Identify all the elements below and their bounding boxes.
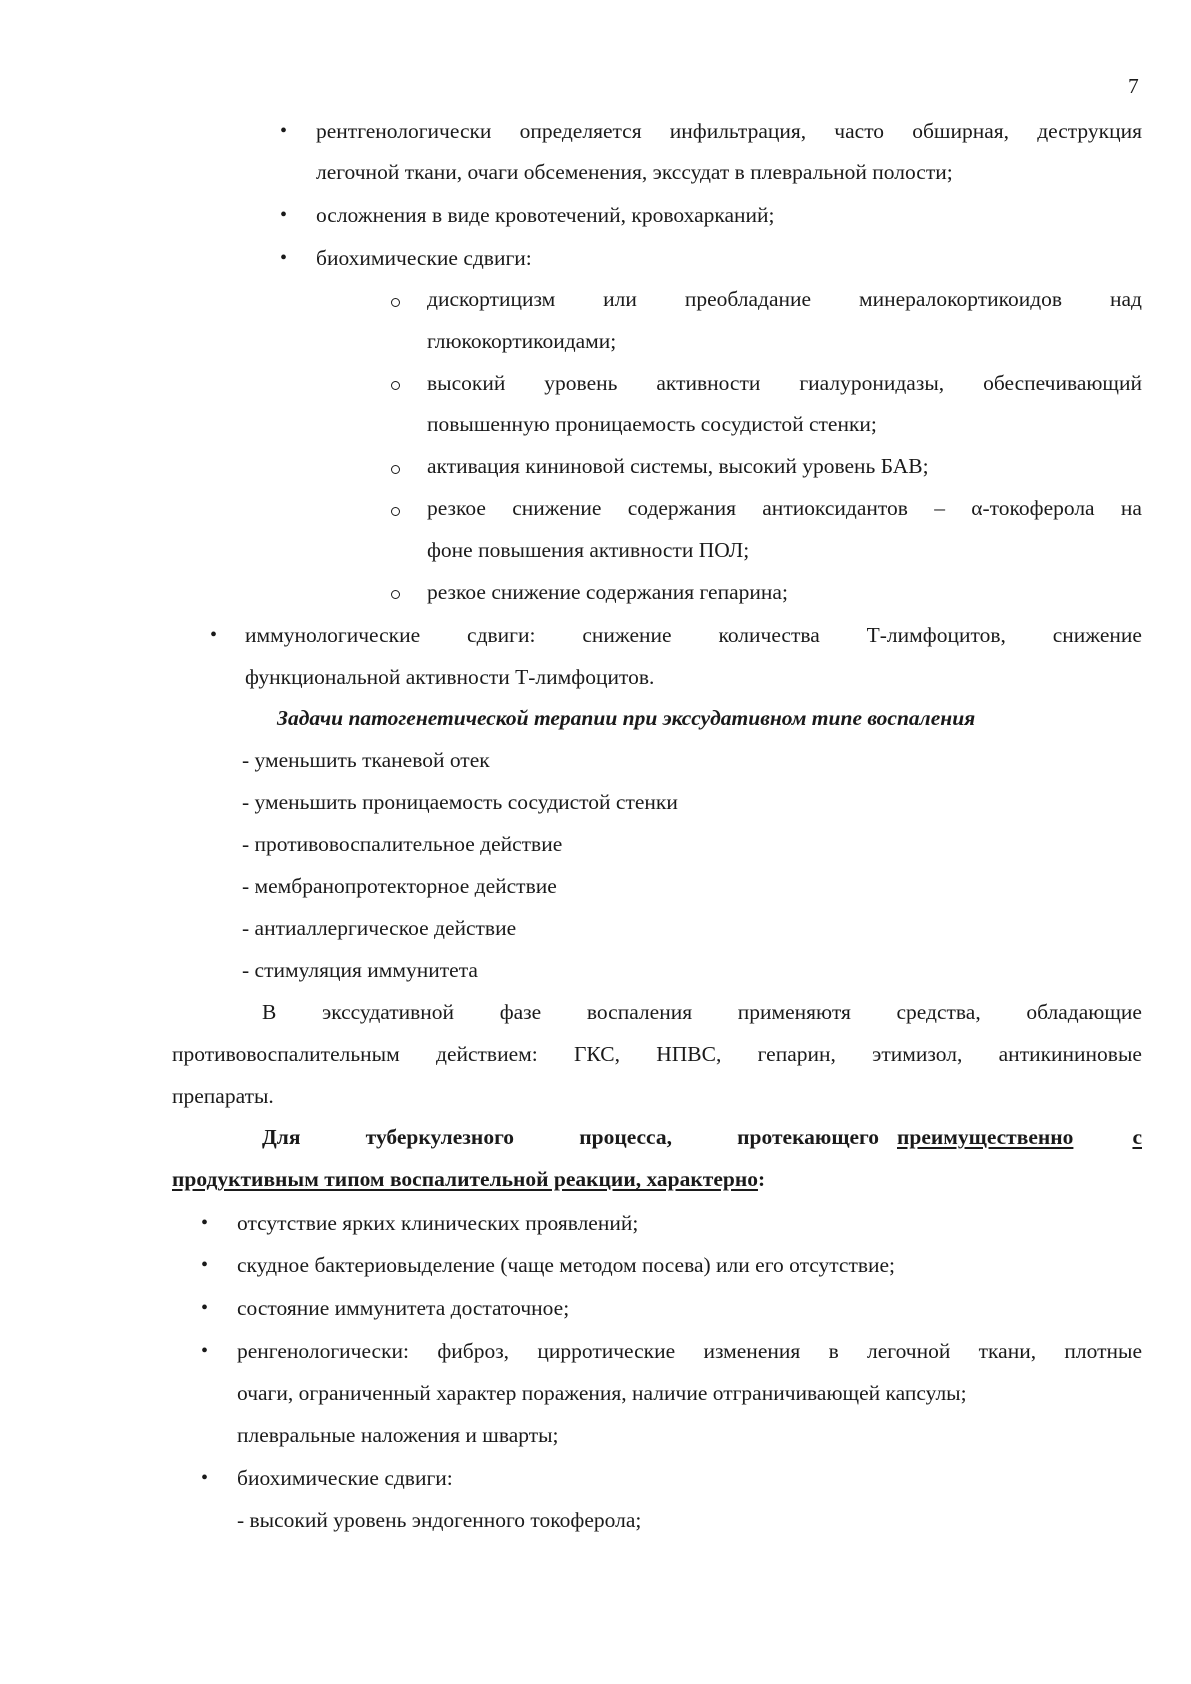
word: содержания bbox=[627, 496, 736, 520]
word: В bbox=[262, 1000, 277, 1024]
word: преобладание bbox=[684, 287, 812, 311]
word: изменения bbox=[703, 1339, 801, 1363]
word: этимизол, bbox=[872, 1042, 963, 1066]
word: туберкулезного bbox=[365, 1125, 515, 1149]
sublist-item2-line2: повышенную проницаемость сосудистой стенки; bbox=[427, 412, 877, 436]
word: ГКС, bbox=[574, 1042, 620, 1066]
bullet-icon: • bbox=[280, 120, 288, 142]
list1-item2: осложнения в виде кровотечений, кровохарканий; bbox=[316, 203, 775, 227]
word: дискортицизм bbox=[427, 287, 556, 311]
circle-bullet-icon bbox=[391, 507, 400, 516]
task-item: - стимуляция иммунитета bbox=[242, 958, 478, 982]
word: ренгенологически: bbox=[237, 1339, 410, 1363]
word: легочной bbox=[867, 1339, 951, 1363]
list2-item4-line2: очаги, ограниченный характер поражения, наличие отграничивающей капсулы; bbox=[237, 1381, 967, 1405]
word: плотные bbox=[1064, 1339, 1142, 1363]
word: средства, bbox=[896, 1000, 981, 1024]
word: – bbox=[934, 496, 945, 520]
task-item: - противовоспалительное действие bbox=[242, 832, 563, 856]
bullet-icon: • bbox=[280, 247, 288, 269]
word: деструкция bbox=[1037, 119, 1142, 143]
word: процесса, bbox=[579, 1125, 672, 1149]
word: часто bbox=[834, 119, 885, 143]
sublist-item2-line1 bbox=[427, 368, 1142, 398]
word: НПВС, bbox=[656, 1042, 722, 1066]
word: антикининовые bbox=[998, 1042, 1142, 1066]
sublist-item5: резкое снижение содержания гепарина; bbox=[427, 580, 788, 604]
circle-bullet-icon bbox=[391, 590, 400, 599]
word: на bbox=[1120, 496, 1142, 520]
word: с bbox=[1132, 1125, 1142, 1149]
list2-item5-sub: - высокий уровень эндогенного токоферола; bbox=[237, 1508, 642, 1532]
word: ткани, bbox=[978, 1339, 1037, 1363]
list1-item1-line2: легочной ткани, очаги обсеменения, экссудат в плевральной полости; bbox=[316, 160, 953, 184]
bullet-icon: • bbox=[201, 1467, 209, 1489]
word: обширная, bbox=[912, 119, 1010, 143]
word: высокий bbox=[427, 371, 506, 395]
word: экссудативной bbox=[321, 1000, 455, 1024]
bullet-icon: • bbox=[201, 1340, 209, 1362]
word: количества bbox=[718, 623, 820, 647]
productive-heading-line1-underlined bbox=[897, 1122, 1142, 1152]
word: снижение bbox=[1052, 623, 1142, 647]
word: или bbox=[603, 287, 637, 311]
list1-item3: биохимические сдвиги: bbox=[316, 246, 532, 270]
word: Для bbox=[262, 1125, 301, 1149]
sublist-item3: активация кининовой системы, высокий уровень БАВ; bbox=[427, 454, 929, 478]
list1-item1-line1 bbox=[316, 116, 1142, 146]
word: воспаления bbox=[586, 1000, 693, 1024]
sublist-item1-line1 bbox=[427, 284, 1142, 314]
word: иммунологические bbox=[245, 623, 421, 647]
productive-heading-line2-underlined: продуктивным типом воспалительной реакции, характерно bbox=[172, 1167, 758, 1191]
list2-item5: биохимические сдвиги: bbox=[237, 1466, 453, 1490]
exud-para-line2 bbox=[172, 1039, 1142, 1069]
task-item: - мембранопротекторное действие bbox=[242, 874, 557, 898]
bullet-icon: • bbox=[210, 624, 218, 646]
word: в bbox=[828, 1339, 839, 1363]
word: протекающего bbox=[737, 1125, 879, 1149]
word: α-токоферола bbox=[971, 496, 1095, 520]
word: действием: bbox=[436, 1042, 538, 1066]
sublist-item4-line2: фоне повышения активности ПОЛ; bbox=[427, 538, 750, 562]
page-number: 7 bbox=[1128, 74, 1139, 98]
word: применяютя bbox=[737, 1000, 851, 1024]
word: обладающие bbox=[1026, 1000, 1142, 1024]
sublist-item4-line1 bbox=[427, 493, 1142, 523]
word: сдвиги: bbox=[467, 623, 536, 647]
bullet-icon: • bbox=[280, 204, 288, 226]
task-item: - антиаллергическое действие bbox=[242, 916, 517, 940]
word: снижение bbox=[582, 623, 672, 647]
word: рентгенологически bbox=[316, 119, 492, 143]
list2-item4-line1 bbox=[237, 1336, 1142, 1366]
productive-heading-line1 bbox=[262, 1122, 879, 1152]
word: преимущественно bbox=[897, 1125, 1074, 1149]
sublist-item1-line2: глюкокортикоидами; bbox=[427, 329, 617, 353]
productive-heading-colon: : bbox=[757, 1167, 766, 1191]
task-item: - уменьшить проницаемость сосудистой стенки bbox=[242, 790, 678, 814]
word: противовоспалительным bbox=[172, 1042, 400, 1066]
bullet-icon: • bbox=[201, 1212, 209, 1234]
word: гиалуронидазы, bbox=[799, 371, 945, 395]
word: активности bbox=[656, 371, 761, 395]
word: резкое bbox=[427, 496, 486, 520]
circle-bullet-icon bbox=[391, 381, 400, 390]
word: над bbox=[1109, 287, 1142, 311]
word: инфильтрация, bbox=[669, 119, 807, 143]
immuno-line1 bbox=[245, 620, 1142, 650]
word: фиброз, bbox=[437, 1339, 510, 1363]
word: уровень bbox=[544, 371, 618, 395]
bullet-icon: • bbox=[201, 1254, 209, 1276]
task-item: - уменьшить тканевой отек bbox=[242, 748, 490, 772]
tasks-heading: Задачи патогенетической терапии при экссудативном типе воспаления bbox=[277, 706, 976, 730]
word: обеспечивающий bbox=[983, 371, 1142, 395]
circle-bullet-icon bbox=[391, 465, 400, 474]
bullet-icon: • bbox=[201, 1297, 209, 1319]
list2-item2: скудное бактериовыделение (чаще методом посева) или его отсутствие; bbox=[237, 1253, 896, 1277]
word: снижение bbox=[512, 496, 602, 520]
circle-bullet-icon bbox=[391, 298, 400, 307]
word: антиоксидантов bbox=[762, 496, 908, 520]
productive-heading-line2 bbox=[172, 1164, 765, 1194]
exud-para-line1 bbox=[262, 997, 1142, 1027]
word: определяется bbox=[519, 119, 642, 143]
word: минералокортикоидов bbox=[859, 287, 1063, 311]
list2-item1: отсутствие ярких клинических проявлений; bbox=[237, 1211, 639, 1235]
word: Т-лимфоцитов, bbox=[866, 623, 1006, 647]
immuno-line2: функциональной активности Т-лимфоцитов. bbox=[245, 665, 655, 689]
exud-para-line3: препараты. bbox=[172, 1084, 274, 1108]
list2-item4-line3: плевральные наложения и шварты; bbox=[237, 1423, 559, 1447]
list2-item3: состояние иммунитета достаточное; bbox=[237, 1296, 570, 1320]
word: цирротические bbox=[537, 1339, 676, 1363]
word: фазе bbox=[499, 1000, 542, 1024]
word: гепарин, bbox=[757, 1042, 836, 1066]
